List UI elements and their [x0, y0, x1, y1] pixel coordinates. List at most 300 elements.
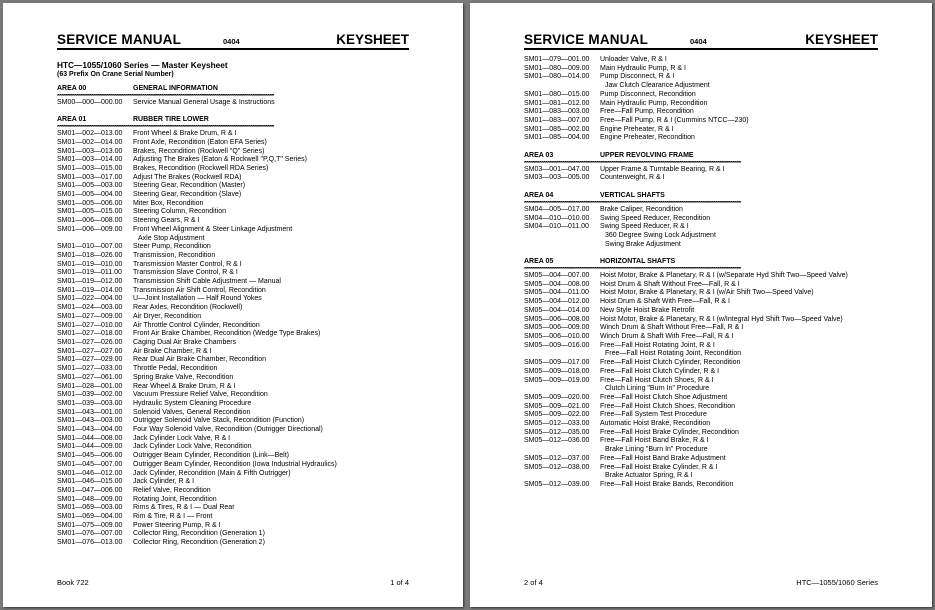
- keysheet-row: [57, 461, 423, 470]
- section-description: Power Steering Pump, R & I: [133, 521, 221, 529]
- section-code: SM05—012—036.00: [524, 437, 590, 445]
- doc-title: HTC—1055/1060 Series — Master Keysheet: [57, 60, 228, 70]
- keysheet-continuation: Brake Actuator Spring, R & I: [605, 472, 693, 480]
- keysheet-row: [57, 409, 423, 418]
- keysheet-row: [57, 374, 423, 383]
- keysheet-row: [57, 165, 423, 174]
- keysheet-row: [57, 478, 423, 487]
- section-description: Front Air Brake Chamber, Recondition (Wedge Type Brakes): [133, 330, 321, 338]
- section-description: Air Dryer, Recondition: [133, 312, 202, 320]
- area-label: AREA 04: [524, 192, 554, 200]
- keysheet-row: [57, 191, 423, 200]
- section-description: Outrigger Beam Cylinder, Recondition (Link—Belt): [133, 452, 290, 460]
- section-code: SM00—000—000.00: [57, 98, 123, 106]
- keysheet-row: [57, 487, 423, 496]
- area-name: VERTICAL SHAFTS: [600, 192, 665, 200]
- section-description: Counterweight, R & I: [600, 174, 665, 182]
- section-description: Brakes, Recondition (Rockwell "Q" Series): [133, 147, 265, 155]
- section-code: SM01—003—015.00: [57, 164, 123, 172]
- keysheet-row: [57, 252, 423, 261]
- keysheet-row: [57, 322, 423, 331]
- section-code: SM01—044—009.00: [57, 443, 123, 451]
- keysheet-row: [57, 304, 423, 313]
- keysheet-row: [57, 513, 423, 522]
- section-description: Swing Speed Reducer, Recondition: [600, 214, 711, 222]
- keysheet-row: [57, 287, 423, 296]
- keysheet-row: [524, 56, 892, 65]
- keysheet-continuation: Jaw Clutch Clearance Adjustment: [605, 82, 710, 90]
- section-code: SM03—001—047.00: [524, 165, 590, 173]
- section-code: SM01—019—010.00: [57, 260, 123, 268]
- section-code: SM01—024—003.00: [57, 304, 123, 312]
- section-code: SM01—027—061.00: [57, 373, 123, 381]
- section-description: Hoist Drum & Shaft Without Free—Fall, R & I: [600, 280, 740, 288]
- keysheet-row: [524, 403, 892, 412]
- header-title: SERVICE MANUAL: [524, 32, 649, 47]
- keysheet-row: [57, 452, 423, 461]
- keysheet-row: [524, 126, 892, 135]
- section-code: SM01—043—003.00: [57, 417, 123, 425]
- section-code: SM01—083—003.00: [524, 108, 590, 116]
- section-description: Transmission Master Control, R & I: [133, 260, 242, 268]
- keysheet-row: [57, 182, 423, 191]
- section-code: SM01—005—003.00: [57, 182, 123, 190]
- section-code: SM01—076—007.00: [57, 530, 123, 538]
- keysheet-row: [57, 200, 423, 209]
- section-code: SM05—009—020.00: [524, 393, 590, 401]
- keysheet-row: [57, 348, 423, 357]
- area-label: AREA 00: [57, 85, 87, 92]
- keysheet-row: [57, 261, 423, 270]
- section-code: SM01—027—010.00: [57, 321, 123, 329]
- section-code: SM01—080—015.00: [524, 90, 590, 98]
- divider: ******************************************************************************************************: [57, 125, 274, 131]
- section-description: Rim & Tire, R & I — Front: [133, 513, 213, 521]
- section-description: Jack Cylinder Lock Valve, R & I: [133, 434, 231, 442]
- keysheet-row: [57, 530, 423, 539]
- keysheet-row: [57, 174, 423, 183]
- footer-right: 1 of 4: [390, 578, 409, 587]
- section-description: Pump Disconnect, R & I: [600, 73, 675, 81]
- section-code: SM01—046—015.00: [57, 478, 123, 486]
- doc-subtitle: (63 Prefix On Crane Serial Number): [57, 71, 174, 78]
- keysheet-row: [524, 377, 892, 386]
- section-code: SM01—043—004.00: [57, 426, 123, 434]
- keysheet-row: [57, 383, 423, 392]
- area-heading: [524, 192, 892, 201]
- keysheet-row: [57, 313, 423, 322]
- area-label: AREA 05: [524, 258, 554, 266]
- keysheet-row: [57, 226, 423, 235]
- section-code: SM05—009—022.00: [524, 411, 590, 419]
- section-code: SM01—002—013.00: [57, 130, 123, 138]
- keysheet-row: [524, 108, 892, 117]
- keysheet-row: [524, 429, 892, 438]
- keysheet-row: [524, 464, 892, 473]
- section-code: SM01—080—014.00: [524, 73, 590, 81]
- section-description: Free—Fall Hoist Clutch Shoes, Recondition: [600, 402, 736, 410]
- section-description: Main Hydraulic Pump, R & I: [600, 64, 686, 72]
- area-heading: [524, 258, 892, 267]
- section-code: SM01—069—003.00: [57, 504, 123, 512]
- section-code: SM05—009—017.00: [524, 359, 590, 367]
- keysheet-row: [57, 443, 423, 452]
- section-code: SM05—004—012.00: [524, 298, 590, 306]
- keysheet-row: [57, 365, 423, 374]
- section-description: Front Axle, Recondition (Eaton EFA Series): [133, 138, 267, 146]
- area-heading: [57, 85, 423, 94]
- section-code: SM01—044—008.00: [57, 434, 123, 442]
- section-description: Transmission Slave Control, R & I: [133, 269, 238, 277]
- section-description: Solenoid Valves, General Recondition: [133, 408, 251, 416]
- keysheet-row: [524, 368, 892, 377]
- section-code: SM01—085—004.00: [524, 134, 590, 142]
- section-description: Winch Drum & Shaft Without Free—Fall, R & I: [600, 324, 744, 332]
- keysheet-row: [57, 139, 423, 148]
- section-description: Hoist Motor, Brake & Planetary, R & I (w/Separate Hyd Shift Two—Speed Valve): [600, 272, 848, 280]
- page-1: [3, 3, 463, 607]
- keysheet-row: [524, 91, 892, 100]
- keysheet-row: [524, 359, 892, 368]
- keysheet-row: [57, 156, 423, 165]
- section-description: Outrigger Solenoid Valve Stack, Recondition (Function): [133, 417, 305, 425]
- section-code: SM01—003—013.00: [57, 147, 123, 155]
- section-code: SM01—083—007.00: [524, 116, 590, 124]
- section-description: Miter Box, Recondition: [133, 199, 204, 207]
- section-description: Automatic Hoist Brake, Recondition: [600, 420, 711, 428]
- section-list: [524, 56, 892, 143]
- section-code: SM05—009—019.00: [524, 376, 590, 384]
- section-description: Free—Fall Hoist Clutch Cylinder, R & I: [600, 367, 720, 375]
- section-description: Relief Valve, Recondition: [133, 486, 211, 494]
- area-name: UPPER REVOLVING FRAME: [600, 152, 694, 160]
- section-code: SM01—046—012.00: [57, 469, 123, 477]
- section-description: Engine Preheater, Recondition: [600, 134, 695, 142]
- keysheet-row: [57, 391, 423, 400]
- keysheet-row: [57, 417, 423, 426]
- page-header: [57, 30, 409, 50]
- section-code: SM05—012—033.00: [524, 420, 590, 428]
- section-code: SM01—006—009.00: [57, 225, 123, 233]
- keysheet-row: [524, 272, 892, 281]
- section-code: SM01—010—007.00: [57, 243, 123, 251]
- area-name: RUBBER TIRE LOWER: [133, 116, 209, 124]
- area-label: AREA 01: [57, 116, 87, 124]
- header-title: SERVICE MANUAL: [57, 32, 182, 47]
- keysheet-row: [524, 134, 892, 143]
- keysheet-row: [57, 339, 423, 348]
- section-description: Free—Fall Pump, R & I (Cummins NTCC—230): [600, 116, 749, 124]
- section-code: SM05—004—007.00: [524, 272, 590, 280]
- page-content: [57, 60, 423, 548]
- section-description: Rims & Tires, R & I — Dual Rear: [133, 504, 235, 512]
- section-description: Free—Fall Hoist Band Brake Adjustment: [600, 454, 726, 462]
- keysheet-row: [57, 470, 423, 479]
- keysheet-row: [524, 316, 892, 325]
- section-code: SM05—009—018.00: [524, 367, 590, 375]
- keysheet-row: [524, 289, 892, 298]
- section-code: SM01—019—011.00: [57, 269, 122, 277]
- section-description: New Style Hoist Brake Retrofit: [600, 306, 695, 314]
- section-code: SM05—004—008.00: [524, 280, 590, 288]
- section-description: Front Wheel Alignment & Steer Linkage Adjustment: [133, 225, 293, 233]
- section-description: Transmission Air Shift Control, Recondition: [133, 286, 266, 294]
- keysheet-row: [524, 394, 892, 403]
- section-description: Rear Axles, Recondition (Rockwell): [133, 304, 243, 312]
- keysheet-row: [524, 455, 892, 464]
- divider: ******************************************************************************************************: [57, 93, 274, 99]
- footer-left: 2 of 4: [524, 578, 543, 587]
- section-description: Transmission, Recondition: [133, 251, 216, 259]
- footer-left: Book 722: [57, 578, 89, 587]
- section-code: SM01—027—029.00: [57, 356, 123, 364]
- page-2: [470, 3, 932, 607]
- section-description: Collector Ring, Recondition (Generation 2): [133, 539, 265, 547]
- keysheet-row: [524, 420, 892, 429]
- keysheet-row: [524, 437, 892, 446]
- section-description: Jack Cylinder Lock Valve, Recondition: [133, 443, 252, 451]
- section-description: Service Manual General Usage & Instructions: [133, 98, 275, 106]
- section-description: Brakes, Recondition (Rockwell RDA Series): [133, 164, 269, 172]
- section-code: SM01—006—008.00: [57, 217, 123, 225]
- keysheet-row: [57, 99, 423, 108]
- keysheet-continuation: 360 Degree Swing Lock Adjustment: [605, 231, 716, 239]
- section-code: SM05—006—008.00: [524, 315, 590, 323]
- section-code: SM01—043—001.00: [57, 408, 123, 416]
- keysheet-row: [57, 208, 423, 217]
- keysheet-row: [524, 166, 892, 175]
- section-code: SM01—002—014.00: [57, 138, 123, 146]
- section-code: SM04—010—011.00: [524, 223, 589, 231]
- section-description: Free—Fall Hoist Band Brake, R & I: [600, 437, 709, 445]
- keysheet-row: [524, 65, 892, 74]
- section-code: SM01—028—001.00: [57, 382, 123, 390]
- section-code: SM05—006—009.00: [524, 324, 590, 332]
- keysheet-row: [524, 281, 892, 290]
- section-code: SM01—027—018.00: [57, 330, 123, 338]
- section-description: Free—Fall Hoist Rotating Joint, R & I: [600, 341, 715, 349]
- section-description: Engine Preheater, R & I: [600, 125, 674, 133]
- section-description: Unloader Valve, R & I: [600, 56, 667, 63]
- section-description: Collector Ring, Recondition (Generation 1): [133, 530, 265, 538]
- keysheet-row: [524, 223, 892, 232]
- section-code: SM01—005—004.00: [57, 191, 123, 199]
- section-description: Rear Dual Air Brake Chamber, Recondition: [133, 356, 267, 364]
- section-list: [524, 166, 892, 183]
- section-description: Air Brake Chamber, R & I: [133, 347, 212, 355]
- keysheet-row: [57, 504, 423, 513]
- section-list: [57, 99, 423, 108]
- header-keysheet: KEYSHEET: [336, 32, 409, 47]
- section-code: SM01—003—017.00: [57, 173, 123, 181]
- section-description: Pump Disconnect, Recondition: [600, 90, 696, 98]
- keysheet-row: [524, 174, 892, 183]
- section-code: SM05—004—014.00: [524, 306, 590, 314]
- area-name: HORIZONTAL SHAFTS: [600, 258, 676, 266]
- keysheet-row: [524, 411, 892, 420]
- section-code: SM01—045—006.00: [57, 452, 123, 460]
- keysheet-row: [57, 522, 423, 531]
- section-description: Jack Cylinder, R & I: [133, 478, 195, 486]
- section-description: Hoist Motor, Brake & Planetary, R & I (w/Air Shift Two—Speed Valve): [600, 289, 814, 297]
- section-description: Outrigger Beam Cylinder, Recondition (Iowa Industrial Hydraulics): [133, 460, 337, 468]
- section-description: Steering Gear, Recondition (Slave): [133, 191, 242, 199]
- keysheet-row: [57, 278, 423, 287]
- section-list: [57, 130, 423, 548]
- keysheet-row: [524, 117, 892, 126]
- section-description: Free—Fall System Test Procedure: [600, 411, 707, 419]
- keysheet-row: [524, 100, 892, 109]
- keysheet-row: [57, 130, 423, 139]
- section-code: SM05—006—010.00: [524, 332, 590, 340]
- divider: ******************************************************************************************************: [524, 160, 741, 166]
- footer-right: HTC—1055/1060 Series: [796, 578, 878, 587]
- keysheet-continuation: Clutch Lining "Burn In" Procedure: [605, 385, 710, 393]
- section-code: SM05—012—038.00: [524, 463, 590, 471]
- keysheet-row: [57, 426, 423, 435]
- section-description: Front Wheel & Brake Drum, R & I: [133, 130, 237, 138]
- section-code: SM04—010—010.00: [524, 214, 590, 222]
- section-list: [524, 272, 892, 490]
- area-heading: [524, 152, 892, 161]
- keysheet-row: [524, 333, 892, 342]
- section-list: [524, 206, 892, 250]
- section-code: SM05—009—016.00: [524, 341, 590, 349]
- section-description: Free—Fall Hoist Brake Cylinder, R & I: [600, 463, 718, 471]
- keysheet-row: [524, 73, 892, 82]
- section-code: SM01—027—033.00: [57, 365, 123, 373]
- section-code: SM04—005—017.00: [524, 205, 590, 213]
- area-name: GENERAL INFORMATION: [133, 85, 218, 92]
- section-code: SM01—080—009.00: [524, 64, 590, 72]
- area-heading: [57, 116, 423, 125]
- section-code: SM03—003—005.00: [524, 174, 590, 182]
- keysheet-row: [57, 148, 423, 157]
- keysheet-continuation: Swing Brake Adjustment: [605, 240, 681, 248]
- section-description: Vacuum Pressure Relief Valve, Recondition: [133, 391, 268, 399]
- keysheet-row: [524, 298, 892, 307]
- section-description: Steering Gear, Recondition (Master): [133, 182, 246, 190]
- section-description: Four Way Solenoid Valve, Recondition (Outrigger Directional): [133, 426, 323, 434]
- section-code: SM01—079—001.00: [524, 56, 590, 63]
- section-description: Free—Fall Hoist Clutch Shoes, R & I: [600, 376, 714, 384]
- section-description: Steering Column, Recondition: [133, 208, 226, 216]
- keysheet-row: [57, 356, 423, 365]
- section-code: SM01—003—014.00: [57, 156, 123, 164]
- section-code: SM05—012—039.00: [524, 480, 590, 488]
- section-description: Winch Drum & Shaft With Free—Fall, R & I: [600, 332, 734, 340]
- section-description: Free—Fall Hoist Clutch Shoe Adjustment: [600, 393, 728, 401]
- section-code: SM01—069—004.00: [57, 513, 123, 521]
- section-code: SM01—019—012.00: [57, 278, 123, 286]
- keysheet-row: [57, 330, 423, 339]
- section-description: Free—Fall Pump, Recondition: [600, 108, 694, 116]
- section-code: SM05—004—011.00: [524, 289, 589, 297]
- keysheet-row: [57, 295, 423, 304]
- keysheet-row: [57, 496, 423, 505]
- section-code: SM01—027—009.00: [57, 312, 123, 320]
- section-description: Rotating Joint, Recondition: [133, 495, 217, 503]
- section-description: Hoist Motor, Brake & Planetary, R & I (w/Integral Hyd Shift Two—Speed Valve): [600, 315, 843, 323]
- section-code: SM01—045—007.00: [57, 460, 123, 468]
- section-code: SM01—085—002.00: [524, 125, 590, 133]
- section-code: SM05—012—035.00: [524, 428, 590, 436]
- keysheet-row: [57, 435, 423, 444]
- section-description: Jack Cylinder, Recondition (Main & Fifth Outrigger): [133, 469, 291, 477]
- section-description: Free—Fall Hoist Brake Bands, Recondition: [600, 480, 734, 488]
- section-code: SM01—081—012.00: [524, 99, 590, 107]
- keysheet-row: [57, 539, 423, 548]
- divider: ******************************************************************************************************: [524, 200, 741, 206]
- section-description: Free—Fall Hoist Brake Cylinder, Recondition: [600, 428, 739, 436]
- keysheet-row: [524, 206, 892, 215]
- section-code: SM01—005—015.00: [57, 208, 123, 216]
- keysheet-row: [524, 342, 892, 351]
- keysheet-row: [524, 324, 892, 333]
- section-description: Transmission Shift Cable Adjustment — Manual: [133, 278, 281, 286]
- section-description: Free—Fall Hoist Clutch Cylinder, Recondition: [600, 359, 741, 367]
- section-code: SM01—076—013.00: [57, 539, 123, 547]
- section-code: SM01—027—027.00: [57, 347, 123, 355]
- keysheet-row: [57, 400, 423, 409]
- section-code: SM01—027—026.00: [57, 338, 123, 346]
- section-code: SM01—075—009.00: [57, 521, 123, 529]
- section-code: SM01—047—006.00: [57, 486, 123, 494]
- keysheet-row: [524, 481, 892, 490]
- header-date: 0404: [223, 37, 240, 46]
- section-description: Air Throttle Control Cylinder, Recondition: [133, 321, 260, 329]
- section-description: Rear Wheel & Brake Drum, R & I: [133, 382, 236, 390]
- section-description: Throttle Pedal, Recondition: [133, 365, 218, 373]
- section-description: Hoist Drum & Shaft With Free—Fall, R & I: [600, 298, 730, 306]
- section-code: SM01—048—009.00: [57, 495, 123, 503]
- section-code: SM01—005—006.00: [57, 199, 123, 207]
- section-description: Main Hydraulic Pump, Recondition: [600, 99, 708, 107]
- section-description: Swing Speed Reducer, R & I: [600, 223, 689, 231]
- keysheet-continuation: Brake Lining "Burn In" Procedure: [605, 446, 708, 454]
- area-label: AREA 03: [524, 152, 554, 160]
- section-code: SM01—039—003.00: [57, 399, 123, 407]
- section-code: SM01—018—026.00: [57, 251, 123, 259]
- section-code: SM05—009—021.00: [524, 402, 590, 410]
- keysheet-continuation: Free—Fall Hoist Rotating Joint, Recondition: [605, 350, 742, 358]
- section-description: Upper Frame & Turntable Bearing, R & I: [600, 165, 725, 173]
- section-description: Hydraulic System Cleaning Procedure: [133, 399, 252, 407]
- divider: ******************************************************************************************************: [524, 267, 741, 273]
- section-description: Brake Caliper, Recondition: [600, 205, 683, 213]
- section-description: Caging Dual Air Brake Chambers: [133, 338, 237, 346]
- keysheet-row: [57, 269, 423, 278]
- section-code: SM05—012—037.00: [524, 454, 590, 462]
- header-date: 0404: [690, 37, 707, 46]
- section-code: SM01—022—004.00: [57, 295, 123, 303]
- section-code: SM01—039—002.00: [57, 391, 123, 399]
- keysheet-row: [524, 215, 892, 224]
- page-content: [524, 56, 892, 490]
- keysheet-row: [57, 217, 423, 226]
- section-description: Steering Gears, R & I: [133, 217, 200, 225]
- keysheet-continuation: Axle Stop Adjustment: [138, 234, 205, 242]
- keysheet-row: [57, 243, 423, 252]
- section-description: Spring Brake Valve, Recondition: [133, 373, 234, 381]
- section-description: Steer Pump, Recondition: [133, 243, 211, 251]
- section-description: Adjusting The Brakes (Eaton & Rockwell "P,Q,T" Series): [133, 156, 307, 164]
- page-header: [524, 30, 878, 50]
- header-keysheet: KEYSHEET: [805, 32, 878, 47]
- section-description: Adjust The Brakes (Rockwell RDA): [133, 173, 242, 181]
- section-code: SM01—019—014.00: [57, 286, 123, 294]
- keysheet-row: [524, 307, 892, 316]
